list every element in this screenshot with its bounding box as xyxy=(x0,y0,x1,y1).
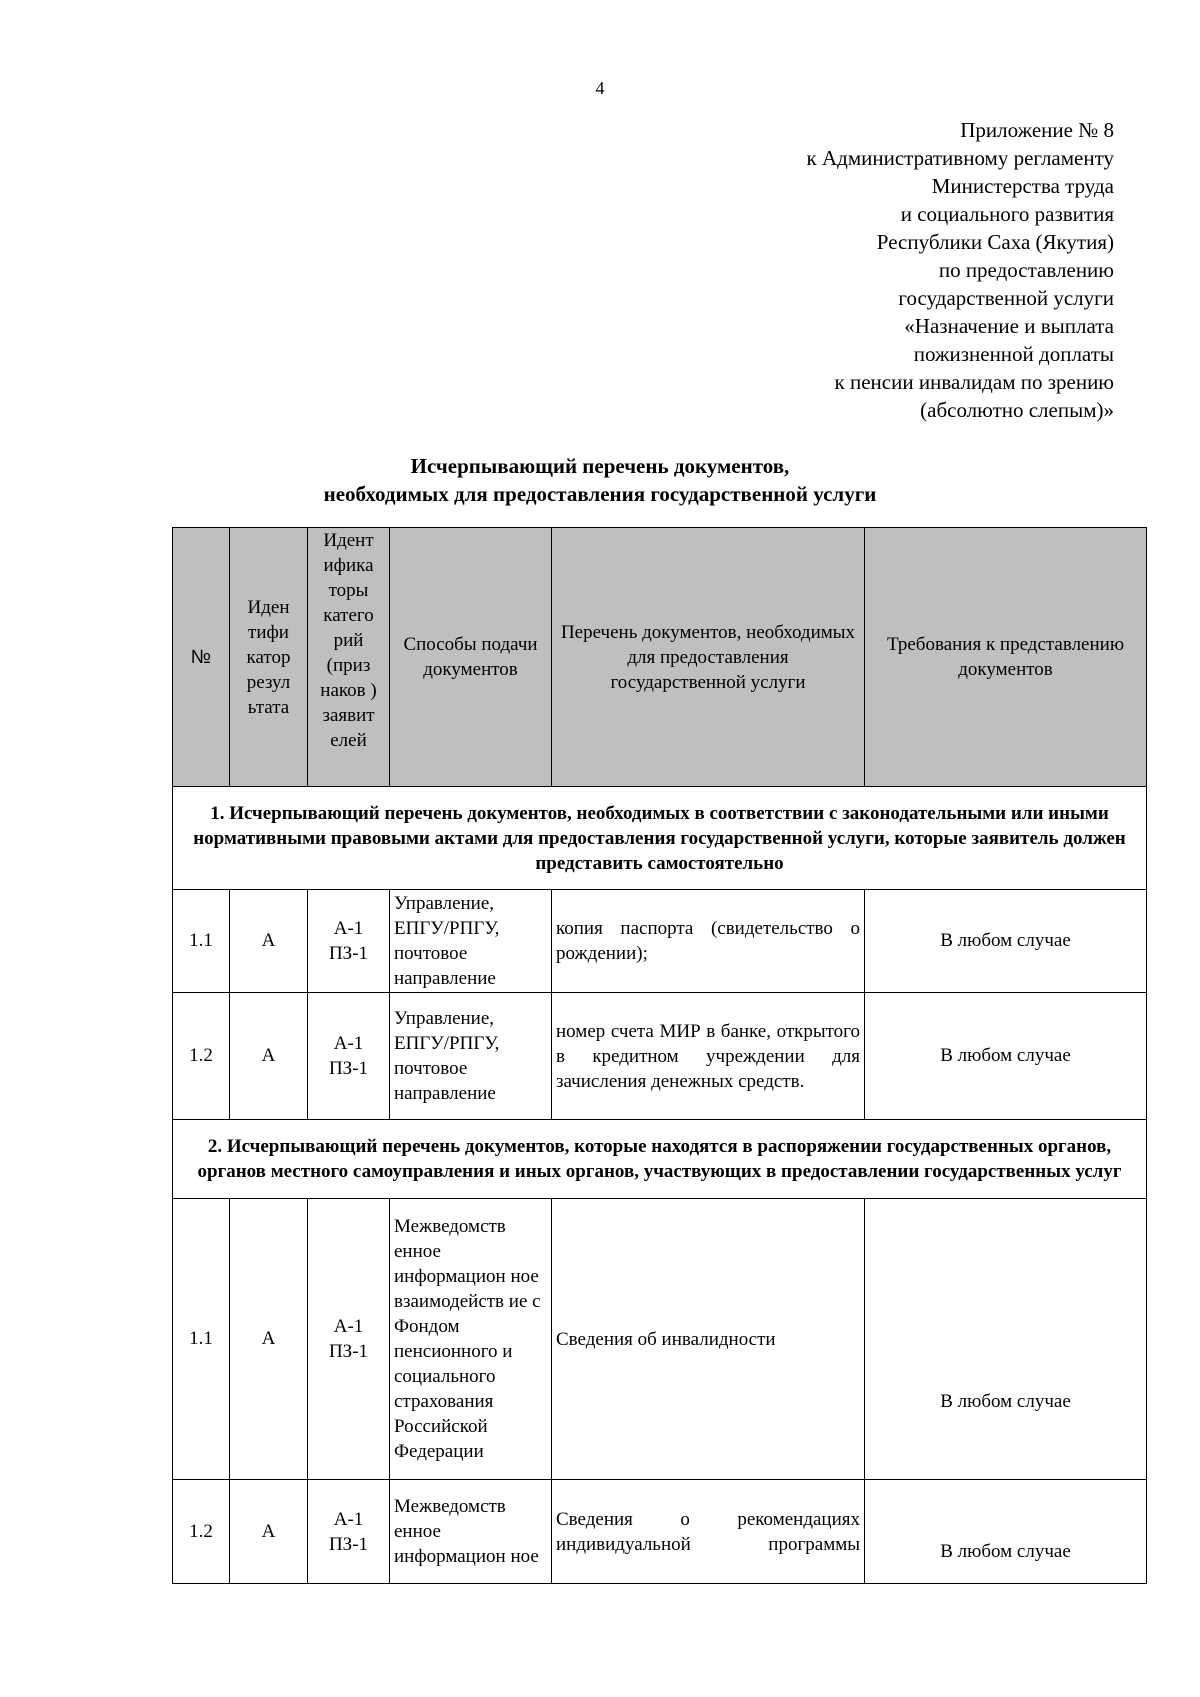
appendix-line: пожизненной доплаты xyxy=(913,342,1114,366)
category-code-b: ПЗ-1 xyxy=(328,943,369,964)
category-code-b: ПЗ-1 xyxy=(328,1341,369,1362)
category-code-a: А-1 xyxy=(333,918,364,939)
title-line: Исчерпывающий перечень документов, xyxy=(410,454,790,478)
row-number: 1.1 xyxy=(173,890,230,993)
category-code-b: ПЗ-1 xyxy=(328,1533,369,1555)
appendix-line: по предоставлению xyxy=(938,258,1114,282)
row-requirement: В любом случае xyxy=(865,1199,1147,1480)
row-category-id xyxy=(308,993,390,1120)
section-row xyxy=(173,787,1147,890)
row-submission-method: Управление, ЕПГУ/РПГУ, почтовое направление xyxy=(390,993,552,1120)
section-1-title: 1. Исчерпывающий перечень документов, необходимых в соответствии с законодательными или иными нормативными правовыми актами для предоставления государственной услуги, которые заявитель должен представить самостоятельно xyxy=(173,787,1147,890)
row-number: 1.2 xyxy=(173,993,230,1120)
table-row xyxy=(173,1199,1147,1480)
appendix-line: Республики Саха (Якутия) xyxy=(876,230,1114,254)
appendix-line: «Назначение и выплата xyxy=(904,314,1114,338)
section-row xyxy=(173,1120,1147,1199)
header-category-id: Идент ифика торы катего рий (приз наков ) заявит елей xyxy=(308,528,390,787)
row-category-id xyxy=(308,1199,390,1480)
category-code-a: А-1 xyxy=(333,1033,364,1054)
title-line: необходимых для предоставления государственной услуги xyxy=(323,482,877,506)
document-title xyxy=(0,452,1200,508)
header-document-list: Перечень документов, необходимых для предоставления государственной услуги xyxy=(552,528,865,787)
row-submission-method: Управление, ЕПГУ/РПГУ, почтовое направление xyxy=(390,890,552,993)
documents-table xyxy=(172,527,1147,1584)
table-header-row xyxy=(173,528,1147,787)
row-category-id xyxy=(308,1480,390,1584)
header-result-id: Иден тифи катор резул ьтата xyxy=(230,528,308,787)
category-code-b: ПЗ-1 xyxy=(328,1058,369,1079)
section-2-title: 2. Исчерпывающий перечень документов, которые находятся в распоряжении государственных органов, органов местного самоуправления и иных органов, участвующих в предоставлении государственных услуг xyxy=(173,1120,1147,1199)
category-code-a: А-1 xyxy=(333,1316,364,1337)
appendix-line: и социального развития xyxy=(900,202,1114,226)
appendix-line: Министерства труда xyxy=(931,174,1114,198)
page-number: 4 xyxy=(595,78,605,98)
row-result-id: А xyxy=(230,1199,308,1480)
row-category-id xyxy=(308,890,390,993)
appendix-line: к пенсии инвалидам по зрению xyxy=(834,370,1114,394)
row-document: номер счета МИР в банке, открытого в кредитном учреждении для зачисления денежных средств. xyxy=(552,993,865,1120)
category-code-a: А-1 xyxy=(333,1508,364,1530)
header-submission-method: Способы подачи документов xyxy=(390,528,552,787)
table-row xyxy=(173,1480,1147,1584)
header-number: № xyxy=(173,528,230,787)
table-row xyxy=(173,993,1147,1120)
row-number: 1.2 xyxy=(173,1480,230,1584)
row-document: Сведения о рекомендациях индивидуальной программы xyxy=(552,1480,865,1584)
table-row xyxy=(173,890,1147,993)
appendix-line: государственной услуги xyxy=(898,286,1114,310)
row-document: копия паспорта (свидетельство о рождении); xyxy=(552,890,865,993)
row-requirement: В любом случае xyxy=(865,890,1147,993)
appendix-line: Приложение № 8 xyxy=(960,118,1114,142)
row-requirement: В любом случае xyxy=(865,1480,1147,1584)
row-result-id: А xyxy=(230,993,308,1120)
appendix-line: (абсолютно слепым)» xyxy=(920,398,1114,422)
row-requirement: В любом случае xyxy=(865,993,1147,1120)
row-result-id: А xyxy=(230,1480,308,1584)
row-result-id: А xyxy=(230,890,308,993)
row-submission-method: Межведомств енное информацион ное взаимодейств ие с Фондом пенсионного и социального страхования Российской Федерации xyxy=(390,1199,552,1480)
row-number: 1.1 xyxy=(173,1199,230,1480)
header-requirements: Требования к представлению документов xyxy=(865,528,1147,787)
row-submission-method: Межведомств енное информацион ное xyxy=(390,1480,552,1584)
appendix-header xyxy=(594,116,1114,424)
row-document: Сведения об инвалидности xyxy=(552,1199,865,1480)
appendix-line: к Административному регламенту xyxy=(806,146,1114,170)
